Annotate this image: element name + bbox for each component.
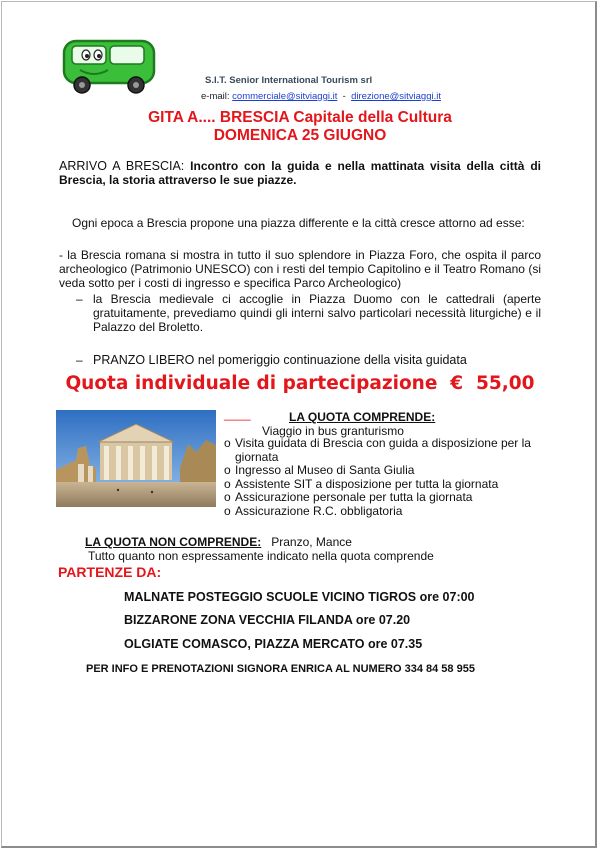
list-item: o Assicurazione personale per tutta la giornata	[224, 490, 473, 504]
list-item: o Assicurazione R.C. obbligatoria	[224, 503, 403, 518]
comprende-first-item: Viaggio in bus granturismo	[262, 424, 404, 438]
non-comprende-line	[85, 535, 352, 549]
medievale-bullet: –	[76, 292, 83, 306]
comprende-list	[224, 437, 542, 518]
company-name: S.I.T. Senior International Tourism srl	[205, 75, 373, 86]
partenza-olgiate: OLGIATE COMASCO, PIAZZA MERCATO ore 07.35	[124, 637, 423, 651]
arrivo-label: ARRIVO A BRESCIA:	[59, 159, 185, 173]
page-subtitle-date: DOMENICA 25 GIUGNO	[213, 127, 387, 144]
non-comprende-note: Tutto quanto non espressamente indicato nella quota comprende	[88, 549, 434, 563]
info-contact: PER INFO E PRENOTAZIONI SIGNORA ENRICA AL NUMERO 334 84 58 955	[86, 663, 475, 675]
quota-price: Quota individuale di partecipazione € 55,00	[65, 373, 535, 394]
email-label: e-mail:	[201, 91, 230, 102]
non-comprende-title: LA QUOTA NON COMPRENDE:	[85, 535, 262, 549]
partenze-title: PARTENZE DA:	[58, 564, 162, 580]
list-item: o Ingresso al Museo di Santa Giulia	[224, 463, 415, 477]
brescia-temple-photo	[56, 410, 216, 507]
arrivo-paragraph	[59, 159, 541, 187]
list-item: o Assistente SIT a disposizione per tutta la giornata	[224, 476, 499, 491]
partenza-bizzarone: BIZZARONE ZONA VECCHIA FILANDA ore 07.20	[124, 613, 411, 627]
pranzo-bullet: –	[76, 353, 83, 367]
medievale-paragraph: la Brescia medievale ci accoglie in Piazza Duomo con le cattedrali (aperte gratuitamente, prevediamo quindi gli interni salvo particolari necessità liturgiche) e il Palazzo del Broletto.	[93, 292, 541, 334]
comprende-underline: ____	[224, 407, 251, 421]
romana-paragraph: - la Brescia romana si mostra in tutto il suo splendore in Piazza Foro, che ospita il parco archeologico (Patrimonio UNESCO) con i resti del tempio Capitolino e il Teatro Romano (si veda sotto per i costi di ingresso e specifica Parco Archeologico)	[59, 248, 541, 290]
company-emails	[201, 91, 441, 102]
comprende-title: LA QUOTA COMPRENDE:	[289, 410, 436, 424]
email-direzione-link[interactable]: direzione@sitviaggi.it	[351, 91, 442, 102]
non-comprende-value: Pranzo, Mance	[271, 535, 352, 549]
intro-text: Ogni epoca a Brescia propone una piazza differente e la città cresce attorno ad esse:	[72, 216, 525, 230]
bus-logo-icon	[58, 38, 160, 98]
pranzo-text: PRANZO LIBERO nel pomeriggio continuazione della visita guidata	[93, 353, 467, 367]
list-item: o Visita guidata di Brescia con guida a disposizione per la giornata	[224, 436, 531, 464]
partenza-malnate: MALNATE POSTEGGIO SCUOLE VICINO TIGROS ore 07:00	[124, 590, 475, 604]
page-title: GITA A.... BRESCIA Capitale della Cultura	[148, 109, 452, 126]
email-commerciale-link[interactable]: commerciale@sitviaggi.it	[232, 91, 338, 102]
arrivo-text: Incontro con la guida e nella mattinata visita della città di Brescia, la storia attraverso le sue piazze.	[59, 159, 541, 187]
email-separator: -	[342, 91, 346, 102]
